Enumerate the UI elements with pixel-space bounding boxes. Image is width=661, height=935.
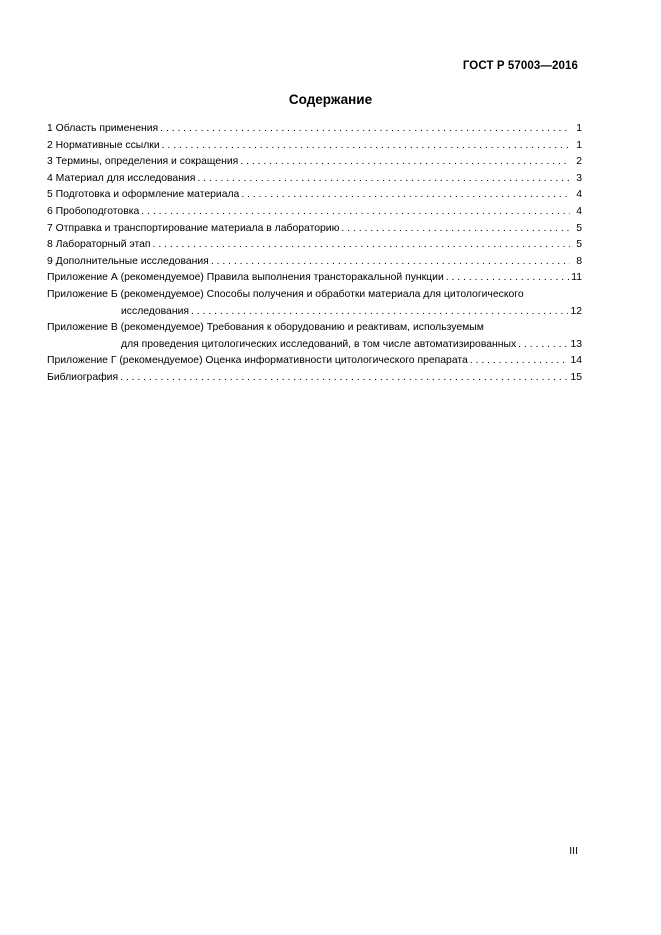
toc-entry-page: 11 (571, 272, 582, 284)
toc-entry-label: Приложение А (рекомендуемое) Правила выполнения трансторакальной пункции (47, 272, 444, 284)
dot-leader (211, 254, 570, 271)
toc-entry-preparation[interactable] (47, 187, 582, 204)
toc-entry-page: 15 (570, 371, 582, 383)
toc-entry-page: 3 (576, 172, 582, 184)
toc-entry-page: 1 (576, 139, 582, 151)
dot-leader (160, 121, 570, 138)
toc-entry-label: 7 Отправка и транспортирование материала в лабораторию (47, 222, 340, 234)
dot-leader (241, 187, 570, 204)
toc-entry-page: 13 (570, 338, 582, 350)
toc-entry-label-continued: для проведения цитологических исследований, в том числе автоматизированных (121, 338, 517, 350)
toc-entry-page: 2 (576, 156, 582, 168)
dot-leader (162, 138, 570, 155)
toc-entry-page: 14 (570, 355, 582, 367)
toc-entry-page: 5 (576, 222, 582, 234)
dot-leader (518, 337, 568, 354)
dot-leader (141, 204, 570, 221)
document-code-header: ГОСТ Р 57003—2016 (462, 60, 578, 72)
toc-entry-label: 1 Область применения (47, 123, 159, 134)
toc-entry-appendix-v[interactable] (47, 320, 582, 353)
dot-leader (120, 370, 568, 387)
toc-entry-appendix-a[interactable] (47, 270, 582, 287)
toc-entry-label: 4 Материал для исследования (47, 172, 196, 184)
toc-entry-page: 12 (570, 305, 582, 317)
toc-entry-label: 5 Подготовка и оформление материала (47, 189, 240, 201)
toc-entry-label: 3 Термины, определения и сокращения (47, 156, 239, 168)
dot-leader (470, 353, 569, 370)
toc-entry-normative-references[interactable] (47, 138, 582, 155)
dot-leader (153, 237, 570, 254)
toc-entry-additional-studies[interactable] (47, 254, 582, 271)
toc-entry-scope[interactable] (47, 121, 582, 138)
toc-entry-page: 4 (576, 189, 582, 201)
toc-entry-laboratory-stage[interactable] (47, 237, 582, 254)
toc-entry-label-continued: исследования (121, 305, 190, 317)
toc-entry-label: Приложение Г (рекомендуемое) Оценка информативности цитологического препарата (47, 355, 468, 367)
toc-entry-bibliography[interactable] (47, 370, 582, 387)
dot-leader (197, 171, 570, 188)
dot-leader (240, 154, 570, 171)
dot-leader (446, 270, 569, 287)
toc-entry-label: 6 Пробоподготовка (47, 205, 140, 217)
toc-entry-label: 2 Нормативные ссылки (47, 139, 160, 151)
toc-entry-page: 1 (576, 123, 582, 134)
table-of-contents (47, 121, 582, 387)
toc-entry-appendix-g[interactable] (47, 353, 582, 370)
toc-entry-label: Приложение Б (рекомендуемое) Способы получения и обработки материала для цитологического (47, 288, 524, 300)
toc-entry-label: Библиография (47, 371, 119, 383)
toc-entry-appendix-b[interactable] (47, 287, 582, 320)
dot-leader (341, 221, 570, 238)
toc-entry-page: 4 (576, 205, 582, 217)
toc-entry-label: 9 Дополнительные исследования (47, 255, 209, 267)
toc-entry-page: 5 (576, 239, 582, 251)
toc-entry-terms[interactable] (47, 154, 582, 171)
dot-leader (191, 304, 568, 321)
toc-entry-sample-preparation[interactable] (47, 204, 582, 221)
toc-entry-transport[interactable] (47, 221, 582, 238)
toc-entry-material[interactable] (47, 171, 582, 188)
page-number: III (569, 845, 578, 857)
page-title: Содержание (288, 92, 373, 107)
toc-entry-label: Приложение В (рекомендуемое) Требования к оборудованию и реактивам, используемым (47, 322, 484, 334)
toc-entry-page: 8 (576, 255, 582, 267)
toc-entry-label: 8 Лабораторный этап (47, 239, 151, 251)
